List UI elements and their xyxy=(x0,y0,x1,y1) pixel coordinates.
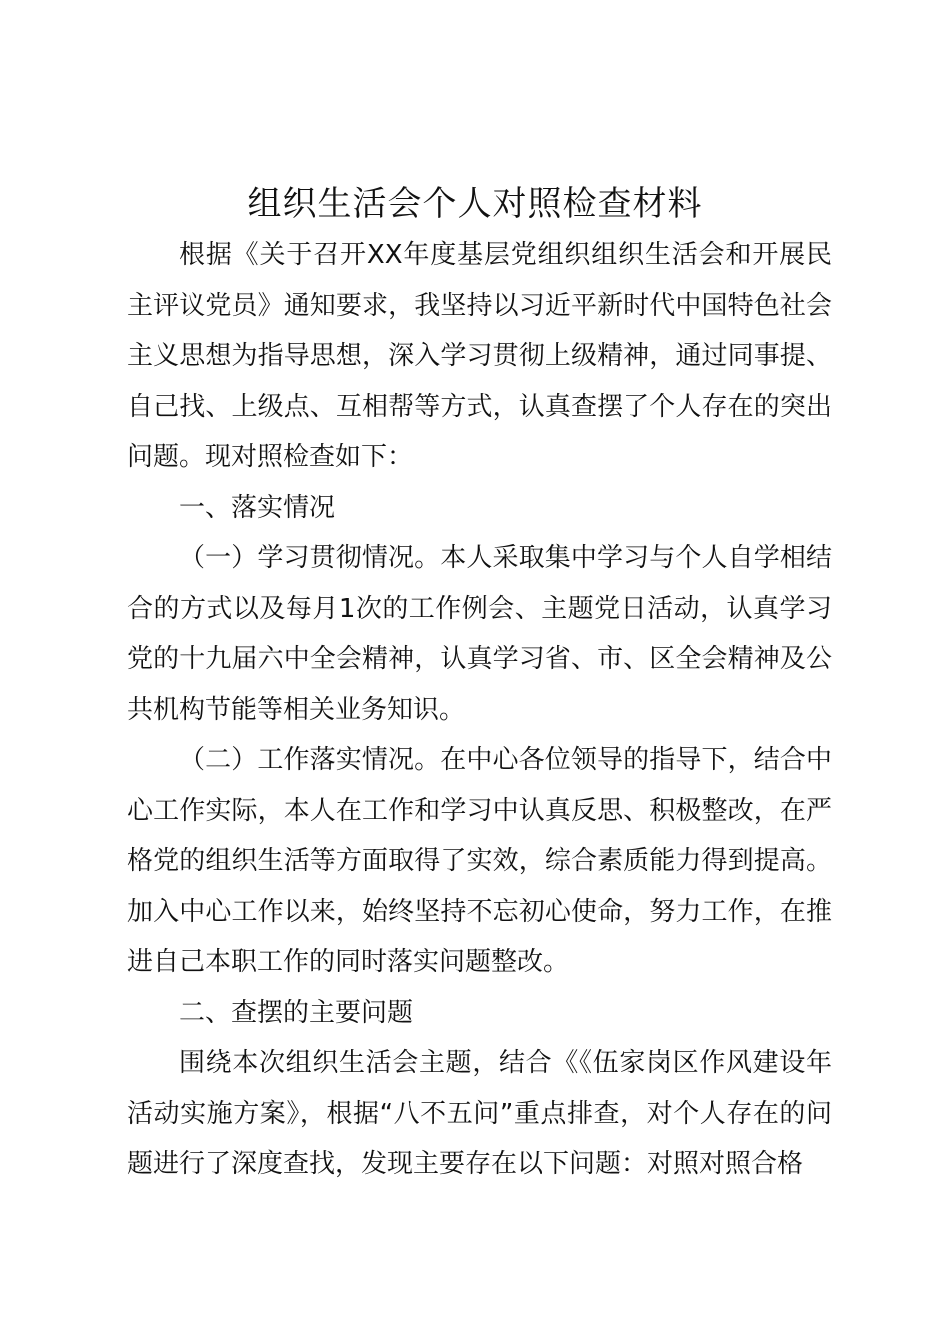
heading-problems: 二、查摆的主要问题 xyxy=(179,997,414,1028)
paragraph-study: （一）学习贯彻情况。本人采取集中学习与个人自学相结合的方式以及每月1次的工作例会、主题党日活动，认真学习党的十九届六中全会精神，认真学习省、市、区全会精神及公共机构节能等相关业务知识。 xyxy=(127,543,832,725)
document-body xyxy=(127,230,832,1190)
paragraph-problems: 围绕本次组织生活会主题，结合《《伍家岗区作风建设年活动实施方案》，根据“八不五问”重点排查，对个人存在的问题进行了深度查找，发现主要存在以下问题：对照对照合格 xyxy=(127,1048,832,1179)
paragraph-work: （二）工作落实情况。在中心各位领导的指导下，结合中心工作实际，本人在工作和学习中认真反思、积极整改，在严格党的组织生活等方面取得了实效，综合素质能力得到提高。加入中心工作以来，始终坚持不忘初心使命，努力工作，在推进自己本职工作的同时落实问题整改。 xyxy=(127,745,832,977)
paragraph-intro: 根据《关于召开XX年度基层党组织组织生活会和开展民主评议党员》通知要求，我坚持以习近平新时代中国特色社会主义思想为指导思想，深入学习贯彻上级精神，通过同事提、自己找、上级点、互相帮等方式，认真查摆了个人存在的突出问题。现对照检查如下： xyxy=(127,240,832,472)
heading-implementation: 一、落实情况 xyxy=(179,492,336,523)
document-title: 组织生活会个人对照检查材料 xyxy=(247,184,703,224)
